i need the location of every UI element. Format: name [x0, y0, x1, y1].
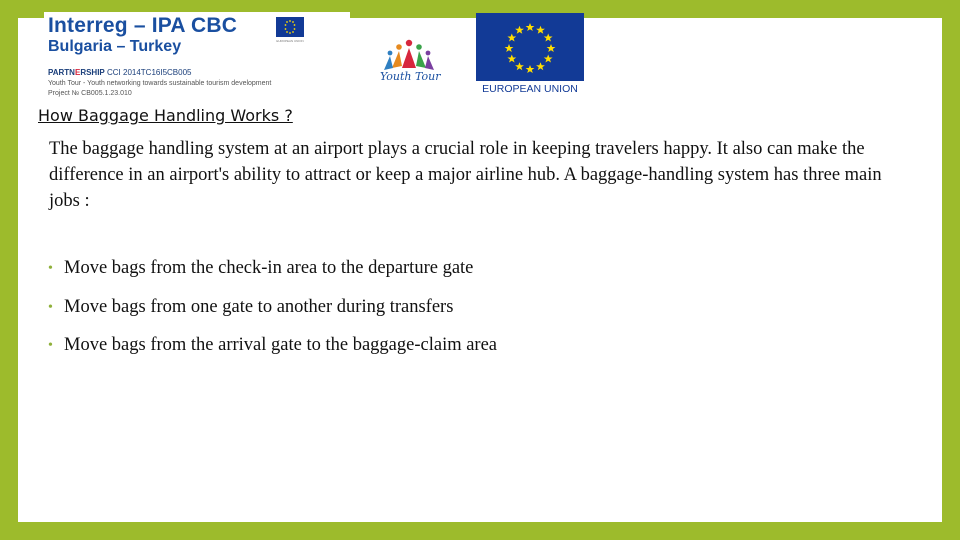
youth-tour-figures-icon: [378, 38, 440, 72]
bullet-icon: •: [48, 261, 53, 276]
partnership-heart: E: [74, 68, 81, 77]
interreg-flag-caption: EUROPEAN UNION: [276, 39, 304, 43]
partnership-prefix: PARTN: [48, 68, 75, 77]
youth-tour-logo: [378, 38, 440, 90]
slide-heading: How Baggage Handling Works ?: [38, 106, 293, 125]
eu-text: EUROPEAN UNION: [482, 83, 578, 95]
eu-logo: [476, 13, 584, 97]
interreg-subtitle: Bulgaria – Turkey: [48, 38, 182, 55]
project-number: Project № CB005.1.23.010: [48, 90, 132, 97]
youth-tour-text: Youth Tour: [380, 70, 441, 83]
eu-small-flag-icon: [276, 17, 304, 37]
list-item-text: Move bags from one gate to another during transfers: [64, 296, 454, 317]
interreg-title: Interreg – IPA CBC: [48, 14, 238, 37]
interreg-logo: [44, 12, 350, 104]
list-item: [48, 297, 497, 336]
list-item: [48, 335, 497, 374]
intro-paragraph: The baggage handling system at an airport plays a crucial role in keeping travelers happy. It also can make the difference in an airport's ability to attract or keep a major airline hub. A baggage-handling system has three main jobs :: [49, 139, 882, 211]
list-item: [48, 258, 497, 297]
eu-flag-icon: [476, 13, 584, 81]
partnership-line: [48, 68, 192, 77]
list-item-text: Move bags from the check-in area to the departure gate: [64, 258, 474, 278]
list-item-text: Move bags from the arrival gate to the baggage-claim area: [64, 335, 498, 355]
jobs-list: [48, 258, 497, 374]
project-line: Youth Tour - Youth networking towards sustainable tourism development: [48, 80, 272, 87]
partnership-suffix: RSHIP: [80, 68, 105, 77]
cci-code: CCI 2014TC16I5CB005: [107, 68, 192, 77]
bullet-icon: •: [48, 338, 53, 353]
bullet-icon: •: [48, 299, 53, 315]
